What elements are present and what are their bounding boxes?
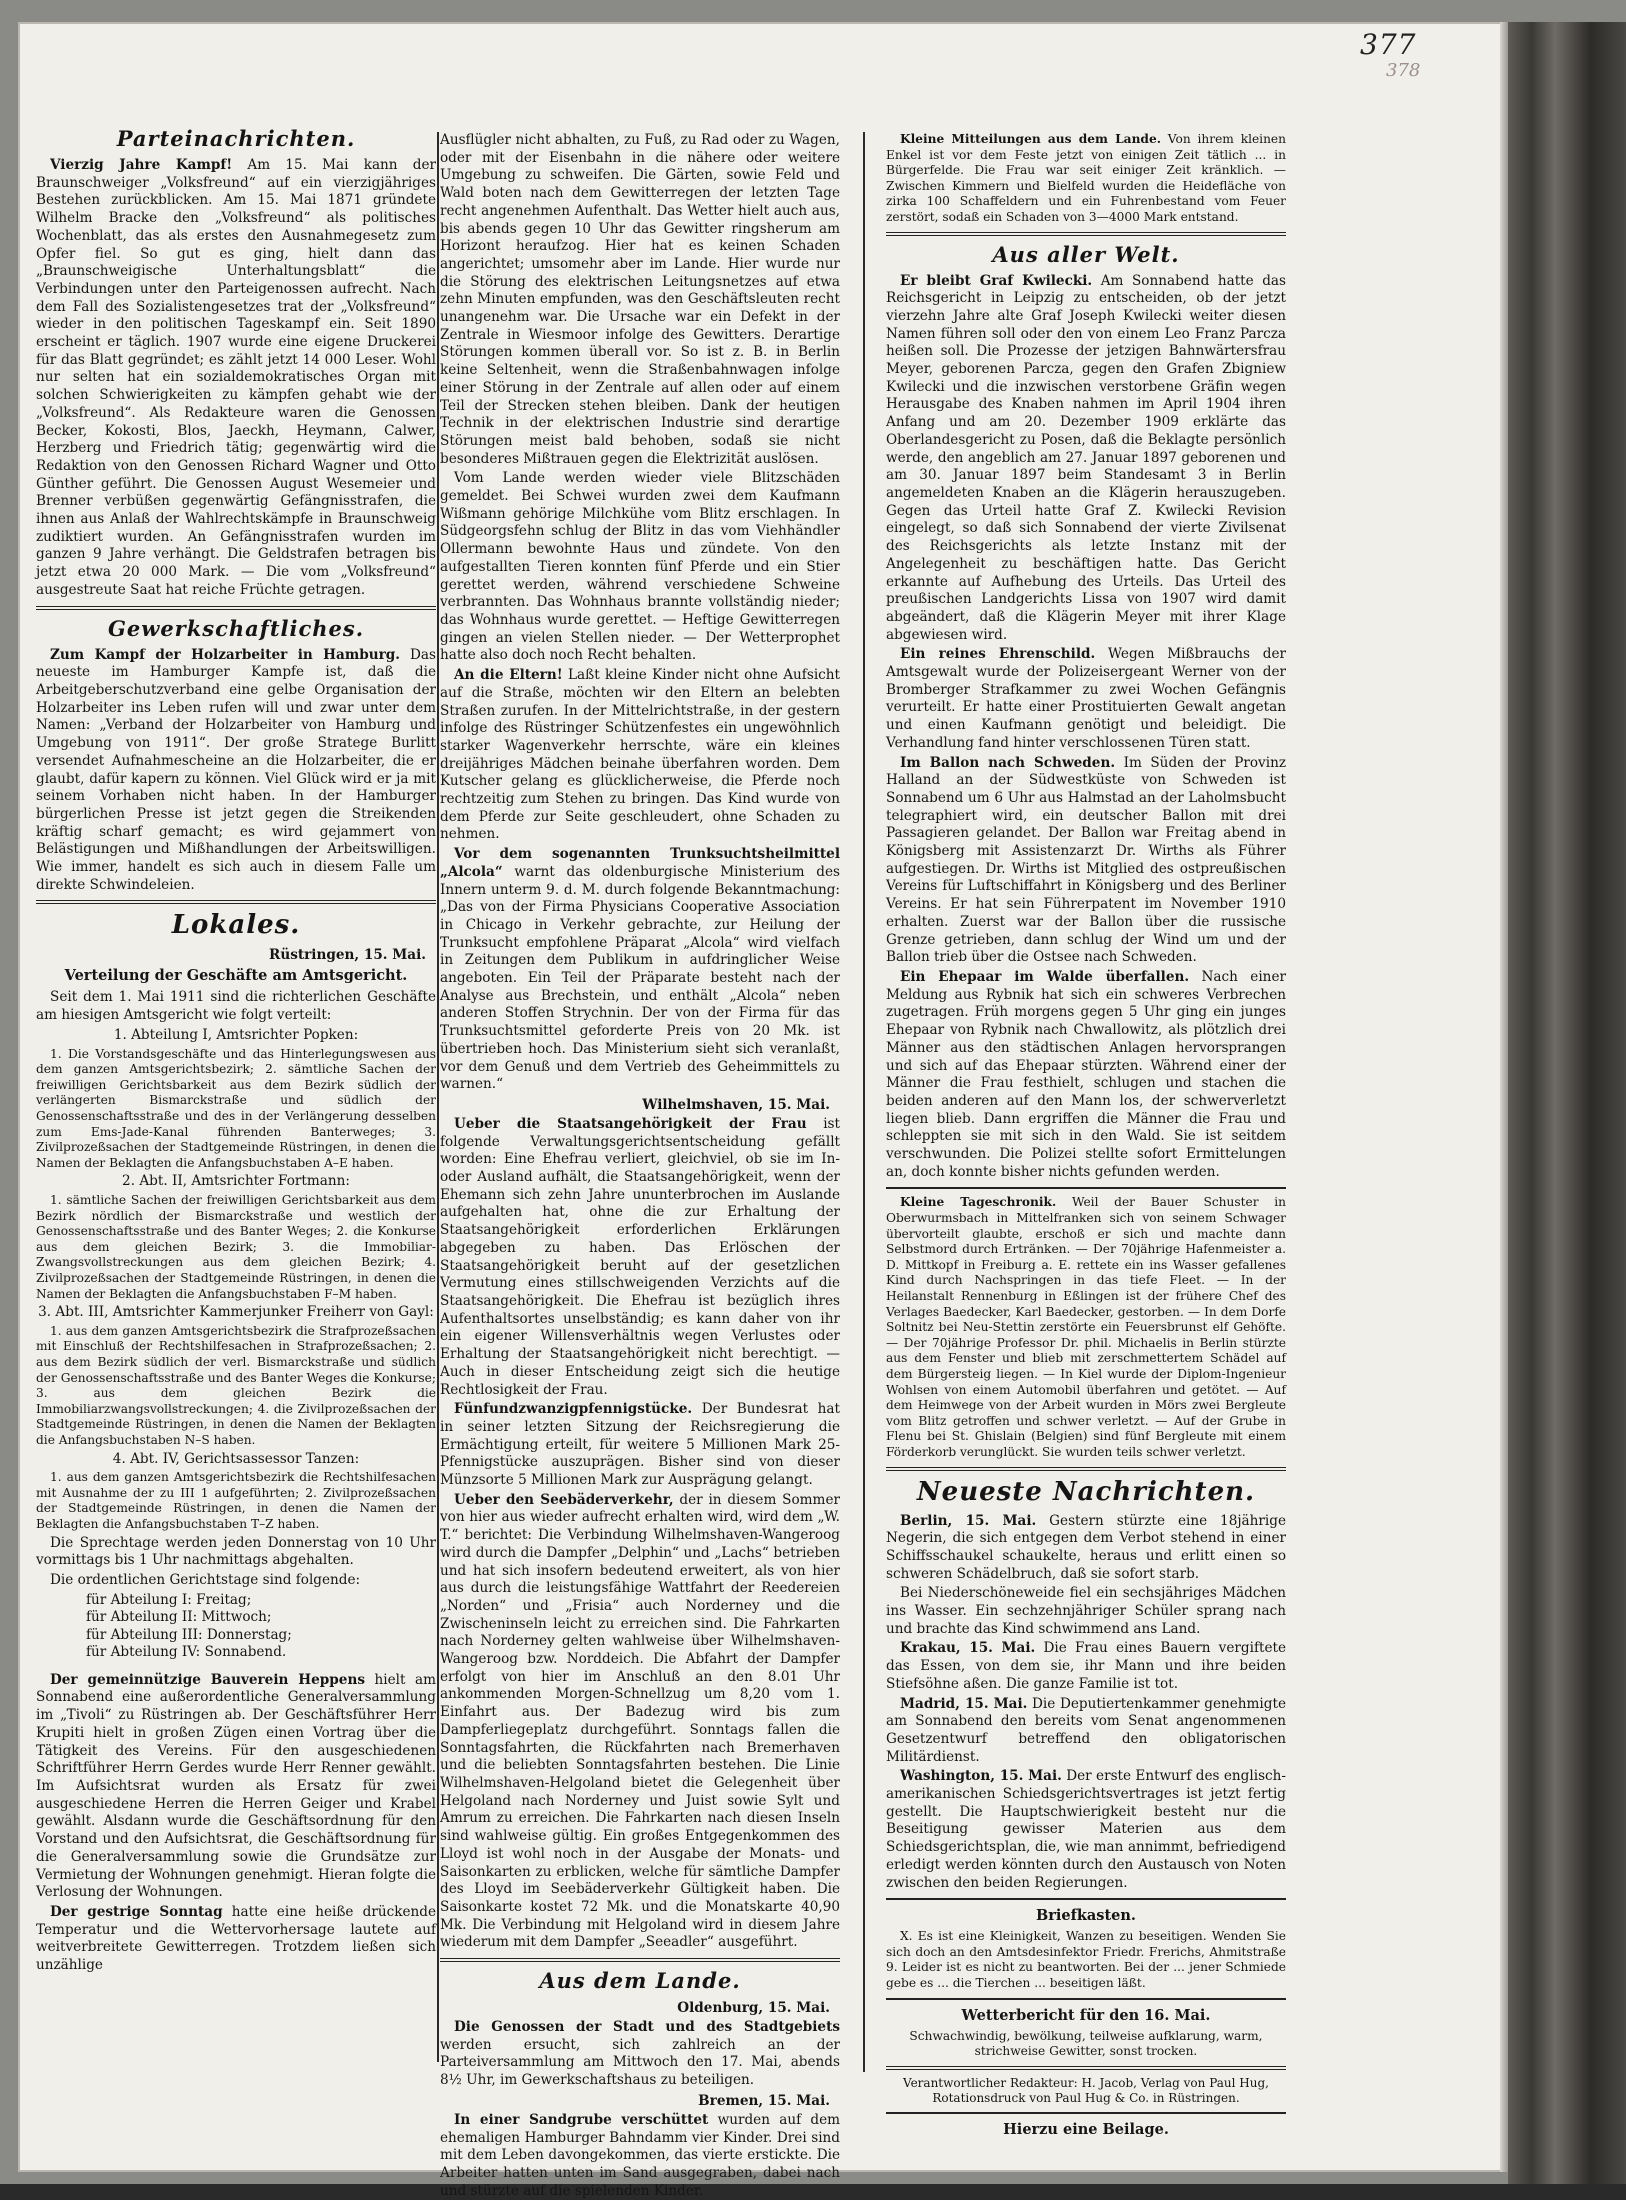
article-body: Weil der Bauer Schuster in Oberwurmsbach in Mittelfranken sich von seinem Schwager übervorteilt glaubte, erschoß er sich und machte dann Selbstmord durch Ertränken. — Der 70jährige Hafenmeister a. D. Mittkopf in Freiburg a. E. rettete ein ins Wasser gefallenes Kind durch Nachspringen in das tiefe Fleet. — In der Heilanstalt Rennenburg in Eßlingen ist der frühere Chef des Verlages Baedecker, Karl Baedecker, gestorben. — In dem Dorfe Soltnitz bei Neu-Stettin zerstörte ein Feuersbrunst elf Gehöfte. — Der 70jährige Professor Dr. phil. Michaelis in Berlin stürzte aus dem Fenster und blieb mit zerschmettertem Schädel auf dem Bürgersteig liegen. — In Kiel wurde der Diplom-Ingenieur Wohlsen von einem Automobil überfahren und getötet. — Auf dem Heimwege von der Arbeit wurden in Mörs zwei Bergleute vom Blitz getroffen und schwer verletzt. — Auf der Grube in Flenu bei St. Ghislain (Belgien) sind fünf Bergleute mit einem Förderkorb verunglückt. Sie wurden teils schwer verletzt.: [886, 1195, 1286, 1459]
dateline: Wilhelmshaven, 15. Mai.: [642, 1096, 830, 1113]
article-mitteilungen: [886, 132, 1286, 226]
section-divider: [886, 2112, 1286, 2114]
supplement-note: Hierzu eine Beilage.: [1003, 2120, 1169, 2138]
article-eltern: [440, 667, 840, 844]
article-body: Der erste Entwurf des englisch-amerikanischen Schiedsgerichtsvertrages ist jetzt fertig gestellt. Die Hauptschwierigkeit besteht nur die Beseitigung gewisser Materien aus dem Schiedsgerichtsplan, die, wie man annimmt, befriedigend erledigt werden könnten durch den Austausch von Noten zwischen den beiden Regierungen.: [886, 1768, 1287, 1891]
column-rule-2: [863, 132, 865, 2072]
article-lead: Der gemeinnützige Bauverein Heppens: [50, 1671, 365, 1688]
section-divider: [886, 232, 1286, 236]
article-body: Das neueste im Hamburger Kampfe ist, daß die Arbeitgeberschutzverband eine gelbe Organisation der Holzarbeiter ins Leben rufen will und zwar unter dem Namen: „Verband der Holzarbeiter von Hamburg und Umgebung von 1911“. Der große Stratege Burlitt versendet Aufnahmescheine an die Holzarbeiter, die er glaubt, dafür kapern zu können. Viel Glück wird er ja mit seinem Vorhaben nicht haben. In der Hamburger bürgerlichen Presse ist jetzt gegen die Streikenden kräftig scharf gemacht; es wird gejammert von Belästigungen und Mißhandlungen der Arbeitswilligen. Wie immer, handelt es sich auch in diesem Falle um direkte Schwindeleien.: [36, 646, 436, 893]
article-body: Am Sonnabend hatte das Reichsgericht in Leipzig zu entscheiden, ob der jetzt vierzehn Jahre alte Graf Joseph Kwilecki weiter diesen Namen führen soll oder den von einem Leo Franz Parcza heißen soll. Die Prozesse der jetzigen Bahnwärtersfrau Meyer, geborenen Parcza, gegen den Grafen Zbigniew Kwilecki und die inzwischen verstorbene Gräfin wegen Herausgabe des Knaben nahmen im April 1904 ihren Anfang und am 20. Dezember 1909 erklärte das Oberlandesgericht zu Posen, daß die Beklagte persönlich werde, den angeblich am 27. Januar 1897 geborenen und am 30. Januar 1897 beim Standesamt 3 in Berlin angemeldeten Knaben an die Klägerin herauszugeben. Gegen das Urteil hatte Graf Z. Kwilecki Revision eingelegt, so daß sich Sonnabend der vierte Zivilsenat des Reichsgerichts als letzte Instanz mit der Angelegenheit zu beschäftigen hatte. Das Gericht erkannte auf Aufhebung des Urteils. Das Urteil des preußischen Landgerichts Lissa von 1907 wird damit abgeändert, daß die Klägerin Meyer mit ihrer Klage abgewiesen wird.: [886, 272, 1286, 643]
column-rule-1: [437, 132, 439, 2062]
news-madrid: [886, 1696, 1286, 1767]
article-body: Am 15. Mai kann der Braunschweiger „Volksfreund“ auf ein vierzigjähriges Bestehen zurückblicken. Am 15. Mai 1871 gründete Wilhelm Bracke den „Volksfreund“ als politisches Wochenblatt, das als erstes den Ausnahmegesetz zum Opfer fiel. So gut es ging, hielt dann das „Braunschweigische Unterhaltungsblatt“ die Verbindungen unter den Parteigenossen aufrecht. Nach dem Fall des Sozialistengesetzes trat der „Volksfreund“ wieder in den politischen Tageskampf ein. Seit 1890 erscheint er täglich. 1907 wurde eine eigene Druckerei für das Blatt gegründet; es zählt jetzt 14 000 Leser. Wohl nur selten hat ein sozialdemokratisches Organ mit solchen Schwierigkeiten zu kämpfen gehabt wie der „Volksfreund“. Als Redakteure waren die Genossen Becker, Kokosti, Blos, Jaeckh, Heymann, Calwer, Herzberg und Friedrich tätig; gegenwärtig wird die Redaktion von den Genossen Richard Wagner und Otto Günther geführt. Die Genossen August Wesemeier und Brenner verbüßen gegenwärtig Gefängnisstrafen, die ihnen aus Anlaß der Wahlrechtskämpfe in Braunschweig zudiktiert wurden. An Gefängnisstrafen wurden im ganzen 9 Jahre verhängt. Die Geldstrafen betragen bis jetzt etwa 20 000 Mark. — Die vom „Volksfreund“ ausgestreute Saat hat reiche Früchte getragen.: [36, 157, 437, 598]
court-division-2: 2. Abt. II, Amtsrichter Fortmann:: [122, 1173, 350, 1190]
section-divider: [886, 1998, 1286, 2000]
court-division-1: 1. Abteilung I, Amtsrichter Popken:: [113, 1026, 359, 1043]
article-body: werden ersucht, sich zahlreich an der Parteiversammlung am Mittwoch den 17. Mai, abends 8½ Uhr, im Gewerkschaftshaus zu beteiligen.: [440, 2036, 840, 2089]
article-body: hatte eine heiße drückende Temperatur und die Wettervorhersage lautete auf weitverbreitete Gewitterregen. Trotzdem ließen sich unzählige: [36, 1903, 436, 1974]
article-lead: Kleine Tageschronik.: [900, 1195, 1057, 1210]
section-heading-lande: Aus dem Lande.: [539, 1968, 741, 1994]
dateline: Krakau, 15. Mai.: [900, 1640, 1036, 1657]
article-lead: An die Eltern!: [454, 667, 563, 684]
article-lead: Ein Ehepaar im Walde überfallen.: [900, 968, 1190, 985]
article-body: Laßt kleine Kinder nicht ohne Aufsicht auf die Straße, möchten wir den Eltern an belebten Straßen zurufen. In der Mittelrichtstraße, in der gestern infolge des Rüstringer Schützenfestes ein ungewöhnlich starker Wagenverkehr herrschte, wäre ein kleines dreijähriges Mädchen beinahe überfahren worden. Dem Kutscher gelang es glücklicherweise, die Pferde noch rechtzeitig zum Stehen zu bringen. Das Kind wurde von dem Pferde zur Seite geschleudert, ohne Schaden zu nehmen.: [440, 667, 840, 843]
section-divider: [886, 1898, 1286, 1900]
article-body: der in diesem Sommer von hier aus wieder aufrecht erhalten wird, wird dem „W. T.“ berichtet: Die Verbindung Wilhelmshaven-Wangeroog wird durch die Dampfer „Delphin“ und „Lachs“ betrieben und hat sich insofern bedeutend erweitert, als von hier aus durch die leistungsfähige Wattfahrt der Reedereien „Norden“ und „Frisia“ auch Norderney und die Zwischeninseln leicht zu erreichen sind. Die Fahrkarten nach Norderney gelten wahlweise über Wilhelmshaven-Wangeroog bzw. Norddeich. Die Abfahrt der Dampfer erfolgt von hier im Anschluß an den 8.01 Uhr ankommenden Morgen-Schnellzug um 8,20 vom 1. Einfahrt aus. Der Badezug wird bis zum Dampferliegeplatz durchgeführt. Sonntags fallen die Sonntagsfahrten, die Rückfahrten nach Bremerhaven und die beliebten Sonntagsfahrten bestehen. Die Linie Wilhelmshaven-Helgoland bietet die Gelegenheit über Helgoland nach Norderney und Juist sowie Sylt und Amrum zu erreichen. Die Fahrkarten nach diesen Inseln sind wahlweise gültig. Ein großes Entgegenkommen des Lloyd ist wohl noch in der Ausgabe der Monats- und Saisonkarten zu erblicken, welche für sämtliche Dampfer des Lloyd im Seebäderverkehr Gültigkeit haben. Die Saisonkarte kostet 72 Mk. und die Monatskarte 40,90 Mk. Die Verbindung mit Helgoland wird in diesem Jahre wiederum mit dem Dampfer „Seeadler“ ausgeführt.: [440, 1491, 840, 1951]
article-body: wurden auf dem ehemaligen Hamburger Bahndamm vier Kinder. Drei sind mit dem Leben davongekommen, das vierte erstickte. Die Arbeiter hatten unten im Sand ausgegraben, dabei nach und stürzte auf die spielenden Kinder.: [440, 2111, 841, 2199]
article-kwilecki: [886, 273, 1286, 645]
news-krakau: [886, 1640, 1286, 1693]
article-lead: Im Ballon nach Schweden.: [900, 754, 1116, 771]
article-lead: Ueber die Staatsangehörigkeit der Frau: [454, 1115, 807, 1132]
article-lead: Ein reines Ehrenschild.: [900, 646, 1096, 663]
article-lead: Der gestrige Sonntag: [50, 1903, 223, 1920]
court-division-3-items: 1. aus dem ganzen Amtsgerichtsbezirk die Strafprozeßsachen mit Einschluß der Rechtshilfesachen in Strafprozeßsachen; 2. aus dem Bezirk südlich der verl. Bismarckstraße und südlich der Genossenschaftsstraße und des Banter Weges die Konkurse; 3. aus dem gleichen Bezirk die Immobiliarzwangsvollstreckungen; 4. die Zivilprozeßsachen der Stadtgemeinde Rüstringen, in denen die Namen der Beklagten die Anfangsbuchstaben N–S haben.: [36, 1323, 436, 1447]
article-gewerk: [36, 647, 436, 895]
article-body: Die Frau eines Bauern vergiftete das Essen, von dem sie, ihr Mann und ihre beiden Stiefsöhne aßen. Die ganze Familie ist tot.: [886, 1640, 1286, 1692]
imprint: Verantwortlicher Redakteur: H. Jacob, Verlag von Paul Hug, Rotationsdruck von Paul Hug & Co. in Rüstringen.: [903, 2075, 1269, 2105]
section-heading-gewerk: Gewerkschaftliches.: [107, 615, 365, 641]
article-ehepaar: [886, 969, 1286, 1181]
article-tageschronik: [886, 1195, 1286, 1460]
section-divider: [440, 1958, 840, 1962]
article-lead: Kleine Mitteilungen aus dem Lande.: [900, 132, 1161, 146]
news-berlin-2: Bei Niederschöneweide fiel ein sechsjähriges Mädchen ins Wasser. Ein sechzehnjähriger Schüler sprang nach und brachte das Kind schwimmend ans Land.: [886, 1585, 1286, 1637]
article-ballon: [886, 755, 1286, 967]
list-item: für Abteilung I: Freitag;: [86, 1591, 252, 1608]
section-heading-neueste: Neueste Nachrichten.: [916, 1476, 1256, 1507]
book-binding: [1508, 22, 1626, 2184]
section-divider: [886, 1467, 1286, 1471]
article-lead: Zum Kampf der Holzarbeiter in Hamburg.: [50, 646, 400, 663]
article-lead: Ueber den Seebäderverkehr,: [454, 1491, 674, 1508]
page-number: 377: [1360, 28, 1417, 61]
article-lead: Vor dem sogenannten Trunksuchtsheilmittel „Alcola“: [440, 846, 840, 880]
article-title: Verteilung der Geschäfte am Amtsgericht.: [64, 967, 408, 985]
article-lead: Vierzig Jahre Kampf!: [50, 157, 233, 173]
list-item: für Abteilung II: Mittwoch;: [86, 1609, 272, 1626]
article-body: warnt das oldenburgische Ministerium des Innern unterm 9. d. M. durch folgende Bekanntmachung: „Das von der Firma Physicians Cooperative Association in Chicago in Verkehr gebrachte, zur Heilung der Trunksucht empfohlene Präparat „Alcola“ wird vielfach in Zeitungen dem Publikum in aufdringlicher Weise angeboten. Ein Teil der Präparate besteht nach der Analyse aus Brechstein, und enthält „Alcola“ neben anderen Stoffen Strychnin. Der von der Firma für das Trunksuchtsmittel geforderte Preis von 20 Mk. ist übertrieben hoch. Das Ministerium sieht sich veranlaßt, vor dem Genuß und dem Vertrieb des Geheimmittels zu warnen.“: [440, 863, 840, 1093]
section-heading-partei: Parteinachrichten.: [116, 126, 356, 151]
article-lead: Er bleibt Graf Kwilecki.: [900, 272, 1093, 289]
article-frau: [440, 1116, 840, 1399]
column-middle: [440, 132, 841, 2199]
section-heading-lokales: Lokales.: [171, 910, 301, 941]
article-blitz: Vom Lande werden wieder viele Blitzschäden gemeldet. Bei Schwei wurden zwei dem Kaufmann Wißmann gehörige Milchkühe vom Blitz erschlagen. In Südgeorgsfehn schlug der Blitz in das vom Viehhändler Ollermann bewohnte Haus und zündete. Von den aufgestallten Tieren konnten fünf Pferde und ein Stier gerettet werden, während verschiedene Schweine verbrannten. Das Wohnhaus brannte vollständig nieder; das Wohnhaus wurde gerettet. — Heftige Gewitterregen gingen an vielen Stellen nieder. — Der Wetterprophet hatte also doch noch Recht behalten.: [440, 470, 840, 664]
dateline: Madrid, 15. Mai.: [900, 1695, 1028, 1712]
article-lead: Fünfundzwanzigpfennigstücke.: [454, 1401, 693, 1418]
list-item: für Abteilung IV: Sonnabend.: [86, 1644, 287, 1661]
column-right: [886, 132, 1286, 2140]
article-body: Seit dem 1. Mai 1911 sind die richterlichen Geschäfte am hiesigen Amtsgericht wie folgt verteilt:: [36, 989, 436, 1024]
article-partei: [36, 157, 436, 600]
article-body: Nach einer Meldung aus Rybnik hat sich ein schweres Verbrechen zugetragen. Früh morgens gegen 5 Uhr ging ein junges Ehepaar von Rybnik nach Chwallowitz, als plötzlich drei Männer aus den städtischen Anlagen hervorsprangen und sich auf das Ehepaar stürzten. Während einer der Männer die Frau festhielt, schlugen und stachen die beiden anderen auf den Mann los, der schwerverletzt liegen blieb. Dann ergriffen die Männer die Frau und schleppten sie mit sich in den Wald. Sie ist seitdem verschwunden. Die Polizei stellte sofort Ermittelungen an, doch konnte bisher nichts gefunden werden.: [886, 968, 1286, 1180]
court-division-1-items: 1. Die Vorstandsgeschäfte und das Hinterlegungswesen aus dem ganzen Amtsgerichtsbezirk; 2. sämtliche Sachen der freiwilligen Gerichtsbarkeit aus dem Bezirk südlich der verlängerten Bismarckstraße und südlich der Genossenschaftsstraße und des in der Verlängerung desselben zum Ems-Jade-Kanal führenden Banterweges; 3. Zivilprozeßsachen der Stadtgemeinde Rüstringen, in denen die Namen der Beklagten die Anfangsbuchstaben A–E haben.: [36, 1046, 436, 1170]
dateline: Rüstringen, 15. Mai.: [269, 947, 426, 964]
article-body: Im Süden der Provinz Halland an der Südwestküste von Schweden ist Sonnabend um 6 Uhr aus Halmstad an der Laholmsbucht telegraphiert wird, ein deutscher Ballon mit drei Passagieren gelandet. Der Ballon war Freitag abend in Königsberg mit Assistenzarzt Dr. Wirths als Führer aufgestiegen. Dr. Wirths ist Mitglied des ostpreußischen Vereins für Luftschiffahrt in Königsberg und des Berliner Vereins. Er hat sein Führerpatent im November 1910 erhalten. Zuerst war der Ballon über die russische Grenze getrieben, dann schlug der Wind um und der Ballon trieb über die Ostsee nach Schweden.: [886, 754, 1286, 966]
article-stadt: [440, 2019, 840, 2090]
court-division-4-items: 1. aus dem ganzen Amtsgerichtsbezirk die Rechtshilfesachen mit Ausnahme der zu III 1 aufgeführten; 2. Zivilprozeßsachen der Stadtgemeinde Rüstringen, in denen die Namen der Beklagten die Anfangsbuchstaben T–Z haben.: [36, 1470, 436, 1532]
dateline: Oldenburg, 15. Mai.: [677, 2000, 830, 2017]
section-divider: [36, 900, 436, 904]
news-berlin: [886, 1513, 1286, 1584]
section-divider: [886, 1187, 1286, 1189]
ghost-page-number: 378: [1386, 60, 1421, 81]
dateline: Bremen, 15. Mai.: [698, 2092, 830, 2109]
article-body: hielt am Sonnabend eine außerordentliche Generalversammlung im „Tivoli“ zu Rüstringen ab. Der Geschäftsführer Herr Krupiti hielt in großen Zügen einen Vortrag über die Tätigkeit des Vereins. Für den ausgeschiedenen Schriftführer Herrn Gerdes wurde Herr Renner gewählt. Im Aufsichtsrat wurden als Ersatz für zwei ausgeschiedene Herren die Herren Geiger und Krabel gewählt. Alsdann wurde die Geschäftsordnung für den Vorstand und den Aufsichtsrat, die Geschäftsordnung für die Generalversammlung sowie die Grundsätze zur Vermietung der Wohnungen genehmigt. Hieran folgte die Verlosung der Wohnungen.: [36, 1671, 437, 1901]
section-divider: [886, 2066, 1286, 2070]
article-body: ist folgende Verwaltungsgerichtsentscheidung gefällt worden: Eine Ehefrau verliert, gleichviel, ob sie im In- oder Ausland aufhält, die Staatsangehörigkeit, wenn der Ehemann sich zehn Jahre ununterbrochen im Auslande aufgehalten hat, ohne die zur Erhaltung der Staatsangehörigkeit erforderlichen Erklärungen abgegeben zu haben. Das Erlöschen der Staatsangehörigkeit beruht auf der gesetzlichen Vermutung eines stillschweigenden Verzichts auf die Staatsangehörigkeit. Die Ehefrau ist bezüglich ihres Aufenthaltsortes unselbständig; es kann daher von ihr ein eigener Willensverhältnis wegen Verlustes oder Erhaltung der Staatsangehörigkeit nicht berechtigt. — Auch in dieser Entscheidung zeigt sich die heutige Rechtlosigkeit der Frau.: [440, 1115, 840, 1398]
court-days-list: [36, 1592, 436, 1662]
section-heading-welt: Aus aller Welt.: [992, 241, 1180, 267]
article-seebad: [440, 1492, 840, 1952]
letters-box: X. Es ist eine Kleinigkeit, Wanzen zu beseitigen. Wenden Sie sich doch an den Amtsdesinfektor Friedr. Frerichs, Ahmitstraße 9. Leider ist es nicht zu beantworten. Bei der ... jener Schmiede gebe es ... die Tierchen ... beseitigen läßt.: [886, 1929, 1286, 1991]
list-item: für Abteilung III: Donnerstag;: [86, 1626, 292, 1643]
section-heading-wetter: Wetterbericht für den 16. Mai.: [961, 2006, 1211, 2024]
article-body: Gestern stürzte eine 18jährige Negerin, die sich entgegen dem Verbot stehend in einer Schiffsschaukel schaukelte, heraus und erlitt einen so schweren Schädelbruch, daß sie sofort starb.: [886, 1512, 1287, 1582]
article-continuation: Ausflügler nicht abhalten, zu Fuß, zu Rad oder zu Wagen, oder mit der Eisenbahn in die nähere oder weitere Umgebung zu schweifen. Die Gärten, sowie Feld und Wald boten nach dem Gewitterregen der letzten Tage recht angenehmen Aufenthalt. Das Wetter hielt auch aus, bis abends gegen 10 Uhr das Gewitter ringsherum am Horizont heraufzog. Hier hat es keinen Schaden angerichtet; umsomehr aber im Lande. Hier wurde nur die Störung des elektrischen Leitungsnetzes auf etwa zehn Minuten empfunden, was den Geschäftsleuten recht unangenehm war. Die Ursache war ein Defekt in der Zentrale in Wiesmoor infolge des Gewitters. Derartige Störungen kommen überall vor. So ist z. B. in Berlin keine Seltenheit, wenn die Straßenbahnwagen infolge einer Störung in der Zentrale auf allen oder auf einem Teil der Strecken stehen bleiben. Dank der heutigen Technik in der elektrischen Industrie sind derartige Störungen meist bald behoben, sodaß sie nicht besonderes Mißtrauen gegen die Elektrizität auslösen.: [440, 132, 840, 467]
article-alcola: [440, 846, 840, 1094]
court-division-4: 4. Abt. IV, Gerichtsassessor Tanzen:: [112, 1450, 360, 1467]
office-hours: Die Sprechtage werden jeden Donnerstag von 10 Uhr vormittags bis 1 Uhr nachmittags abgehalten.: [36, 1534, 436, 1569]
court-division-3: 3. Abt. III, Amtsrichter Kammerjunker Freiherr von Gayl:: [38, 1304, 434, 1321]
article-body: Die Deputiertenkammer genehmigte am Sonnabend den bereits vom Senat angenommenen Gesetzentwurf betreffend den obligatorischen Militärdienst.: [886, 1695, 1286, 1765]
dateline: Berlin, 15. Mai.: [900, 1512, 1037, 1529]
article-body: Wegen Mißbrauchs der Amtsgewalt wurde der Polizeisergeant Werner von der Bromberger Strafkammer zu zwei Wochen Gefängnis verurteilt. Er hatte einer Prostituierten Gewalt angetan und einen Kaufmann genötigt und beleidigt. Die Verhandlung fand hinter verschlossenen Türen statt.: [886, 646, 1286, 751]
court-days-intro: Die ordentlichen Gerichtstage sind folgende:: [50, 1572, 361, 1589]
article-lead: Die Genossen der Stadt und des Stadtgebiets: [454, 2019, 840, 2036]
news-washington: [886, 1768, 1286, 1892]
court-division-2-items: 1. sämtliche Sachen der freiwilligen Gerichtsbarkeit aus dem Bezirk nördlich der Bismarckstraße und westlich der Genossenschaftsstraße und des Banter Weges; 2. die Konkurse aus dem gleichen Bezirk; 3. die Immobiliar-Zwangsvollstreckungen aus dem gleichen Bezirk; 4. Zivilprozeßsachen der Stadtgemeinde Rüstringen, in denen die Namen der Beklagten die Anfangsbuchstaben F–M haben.: [36, 1192, 436, 1301]
article-sandgrube: [440, 2112, 840, 2200]
article-sonntag: [36, 1904, 436, 1975]
article-body: Von ihrem kleinen Enkel ist vor dem Feste jetzt von einigen Zeit tätlich ... in Bürgerfelde. Die Frau war seit einiger Zeit kränklich. — Zwischen Kimmern und Bielfeld wurden die Heidefläche von zirka 100 Schaffeldern und ein Fuhrenbestand vom Feuer zerstört, sodaß ein Schaden von 3—4000 Mark entstand.: [886, 132, 1286, 224]
article-ehrenschild: [886, 646, 1286, 752]
column-left: [36, 120, 436, 2140]
section-divider: [36, 606, 436, 610]
article-pfennig: [440, 1401, 840, 1490]
dateline: Washington, 15. Mai.: [900, 1768, 1062, 1785]
article-bauverein: [36, 1672, 436, 1902]
section-heading-brief: Briefkasten.: [1036, 1907, 1136, 1925]
weather-report: Schwachwindig, bewölkung, teilweise aufklarung, warm, strichweise Gewitter, sonst trocken.: [909, 2028, 1263, 2059]
article-body: Der Bundesrat hat in seiner letzten Sitzung der Reichsregierung die Ermächtigung erteilt, für weitere 5 Millionen Mark 25-Pfennigstücke auszuprägen. Bisher sind von dieser Münzsorte 5 Millionen Mark zur Ausprägung gelangt.: [440, 1401, 840, 1489]
article-lead: In einer Sandgrube verschüttet: [454, 2111, 709, 2128]
